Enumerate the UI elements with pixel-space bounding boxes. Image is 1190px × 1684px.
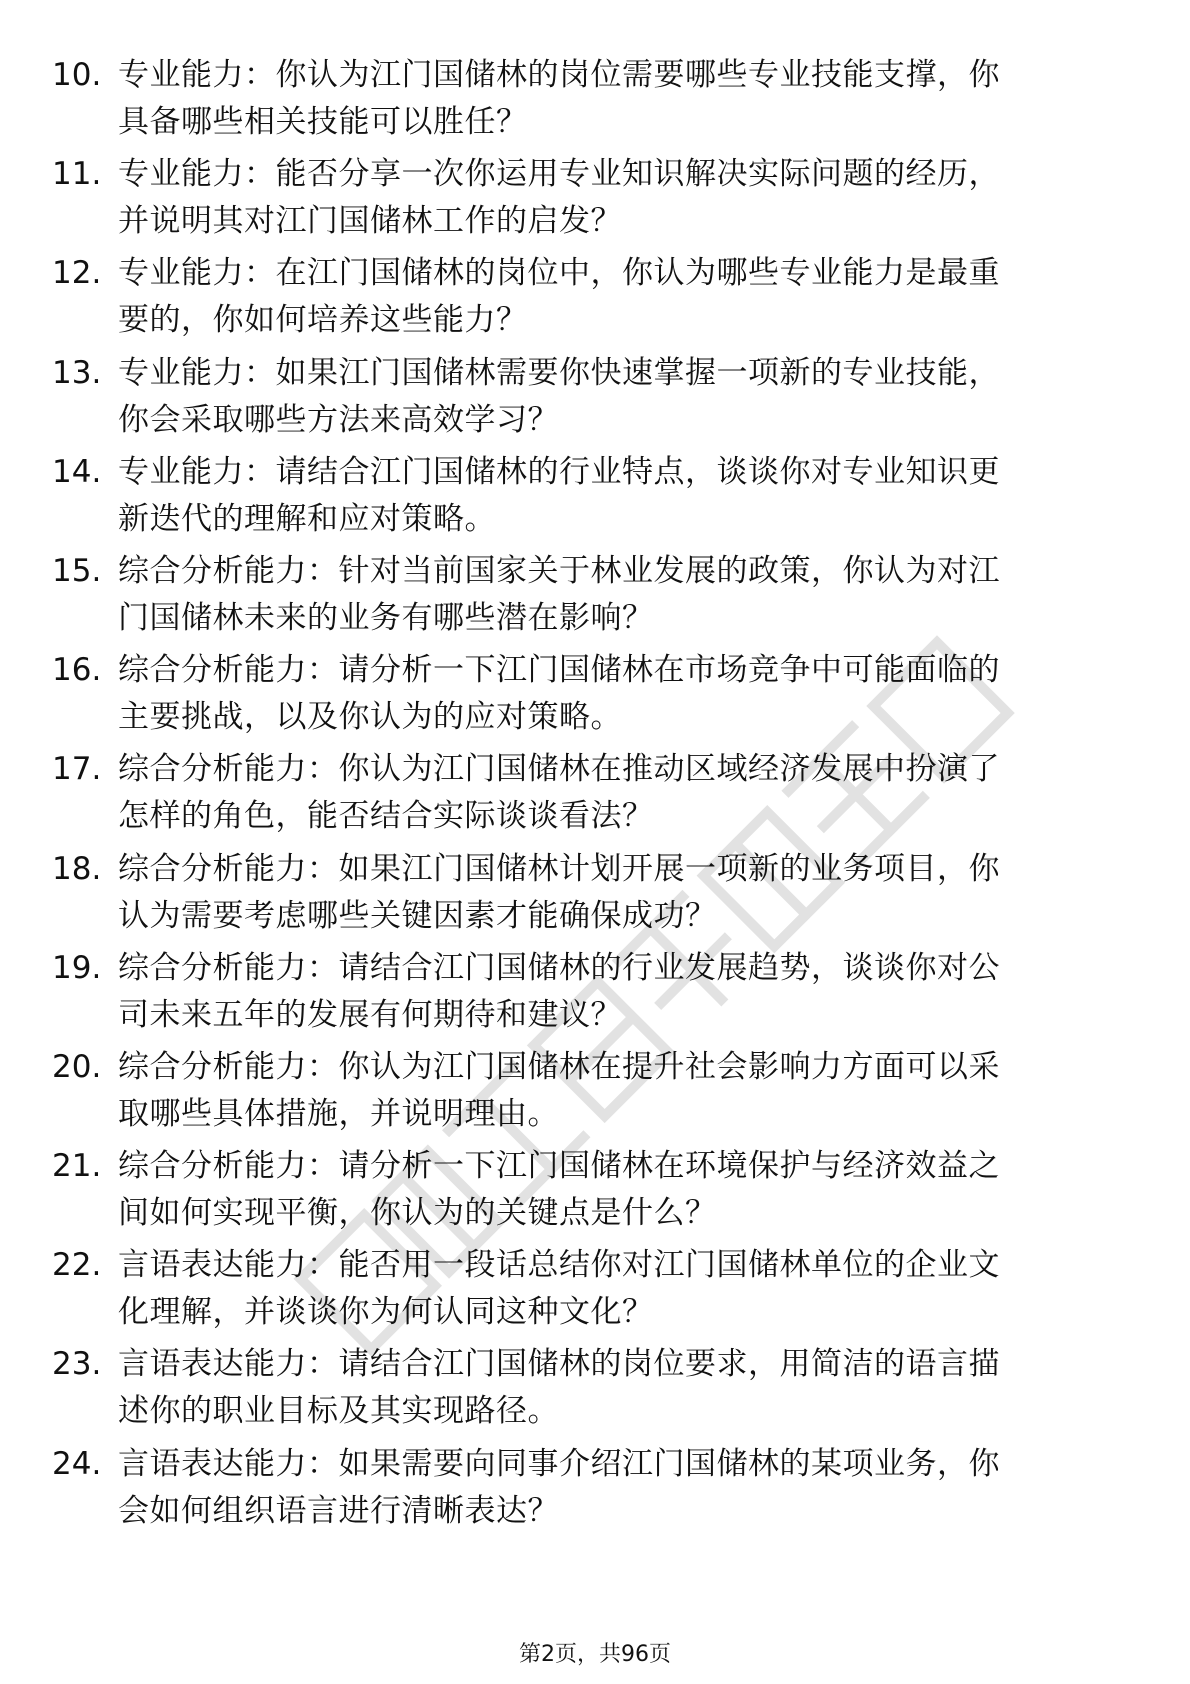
question-line: 新迭代的理解和应对策略。 xyxy=(118,500,496,537)
question-line: 专业能力：能否分享一次你运用专业知识解决实际问题的经历， xyxy=(118,156,1000,193)
question-line: 要的，你如何培养这些能力？ xyxy=(118,302,528,339)
question-number: 14. xyxy=(52,453,102,490)
question-item xyxy=(52,151,1122,250)
question-text xyxy=(118,449,1166,543)
question-text xyxy=(118,647,1166,741)
question-text xyxy=(118,1341,1166,1435)
question-item xyxy=(52,52,1122,151)
question-text xyxy=(118,250,1166,344)
page-number-label: 第2页，共96页 xyxy=(519,1642,671,1667)
question-line: 言语表达能力：如果需要向同事介绍江门国储林的某项业务，你 xyxy=(118,1445,1000,1482)
question-line: 综合分析能力：如果江门国储林计划开展一项新的业务项目，你 xyxy=(118,850,1000,887)
question-line: 间如何实现平衡，你认为的关键点是什么？ xyxy=(118,1195,717,1232)
question-line: 专业能力：请结合江门国储林的行业特点，谈谈你对专业知识更 xyxy=(118,453,1000,490)
question-line: 综合分析能力：针对当前国家关于林业发展的政策，你认为对江 xyxy=(118,552,1000,589)
question-line: 综合分析能力：你认为江门国储林在提升社会影响力方面可以采 xyxy=(118,1048,1000,1085)
question-line: 怎样的角色，能否结合实际谈谈看法？ xyxy=(118,798,654,835)
question-text xyxy=(118,746,1166,840)
question-line: 专业能力：你认为江门国储林的岗位需要哪些专业技能支撑，你 xyxy=(118,57,1000,93)
question-item xyxy=(52,746,1122,845)
question-text xyxy=(118,52,1166,146)
question-line: 专业能力：如果江门国储林需要你快速掌握一项新的专业技能， xyxy=(118,354,1000,391)
question-line: 专业能力：在江门国储林的岗位中，你认为哪些专业能力是最重 xyxy=(118,255,1000,292)
question-number: 23. xyxy=(52,1346,102,1383)
question-item xyxy=(52,1441,1122,1540)
question-line: 会如何组织语言进行清晰表达？ xyxy=(118,1492,559,1529)
question-line: 主要挑战，以及你认为的应对策略。 xyxy=(118,699,622,736)
question-number: 13. xyxy=(52,354,102,391)
question-number: 11. xyxy=(52,156,102,193)
question-line: 述你的职业目标及其实现路径。 xyxy=(118,1393,559,1430)
question-number: 12. xyxy=(52,255,102,292)
question-number: 24. xyxy=(52,1445,102,1482)
question-item xyxy=(52,250,1122,349)
question-number: 22. xyxy=(52,1247,102,1284)
page-footer xyxy=(0,1640,1190,1670)
question-item xyxy=(52,350,1122,449)
question-item xyxy=(52,1143,1122,1242)
question-line: 化理解，并谈谈你为何认同这种文化？ xyxy=(118,1294,654,1331)
question-line: 综合分析能力：请结合江门国储林的行业发展趋势，谈谈你对公 xyxy=(118,949,1000,986)
question-number: 16. xyxy=(52,652,102,689)
question-number: 21. xyxy=(52,1148,102,1185)
question-text xyxy=(118,846,1166,940)
question-number: 10. xyxy=(52,57,102,93)
question-line: 综合分析能力：请分析一下江门国储林在环境保护与经济效益之 xyxy=(118,1148,1000,1185)
question-text xyxy=(118,1044,1166,1138)
question-line: 取哪些具体措施，并说明理由。 xyxy=(118,1095,559,1132)
question-line: 你会采取哪些方法来高效学习？ xyxy=(118,401,559,438)
question-text xyxy=(118,151,1166,245)
question-item xyxy=(52,1242,1122,1341)
question-line: 具备哪些相关技能可以胜任？ xyxy=(118,104,528,140)
question-text xyxy=(118,945,1166,1039)
question-line: 综合分析能力：你认为江门国储林在推动区域经济发展中扮演了 xyxy=(118,751,1000,788)
question-text xyxy=(118,350,1166,444)
question-text xyxy=(118,548,1166,642)
question-number: 17. xyxy=(52,751,102,788)
question-line: 言语表达能力：请结合江门国储林的岗位要求，用简洁的语言描 xyxy=(118,1346,1000,1383)
question-number: 20. xyxy=(52,1048,102,1085)
question-text xyxy=(118,1242,1166,1336)
question-item xyxy=(52,449,1122,548)
question-line: 并说明其对江门国储林工作的启发？ xyxy=(118,203,622,240)
question-line: 言语表达能力：能否用一段话总结你对江门国储林单位的企业文 xyxy=(118,1247,1000,1284)
question-number: 18. xyxy=(52,850,102,887)
question-item xyxy=(52,846,1122,945)
question-line: 认为需要考虑哪些关键因素才能确保成功？ xyxy=(118,897,717,934)
question-item xyxy=(52,647,1122,746)
question-line: 门国储林未来的业务有哪些潜在影响？ xyxy=(118,599,654,636)
question-line: 司未来五年的发展有何期待和建议？ xyxy=(118,996,622,1033)
question-number: 15. xyxy=(52,552,102,589)
question-text xyxy=(118,1441,1166,1535)
question-text xyxy=(118,1143,1166,1237)
question-item xyxy=(52,1044,1122,1143)
question-item xyxy=(52,1341,1122,1440)
question-list xyxy=(52,52,1122,1540)
question-line: 综合分析能力：请分析一下江门国储林在市场竞争中可能面临的 xyxy=(118,652,1000,689)
question-number: 19. xyxy=(52,949,102,986)
question-item xyxy=(52,945,1122,1044)
question-item xyxy=(52,548,1122,647)
